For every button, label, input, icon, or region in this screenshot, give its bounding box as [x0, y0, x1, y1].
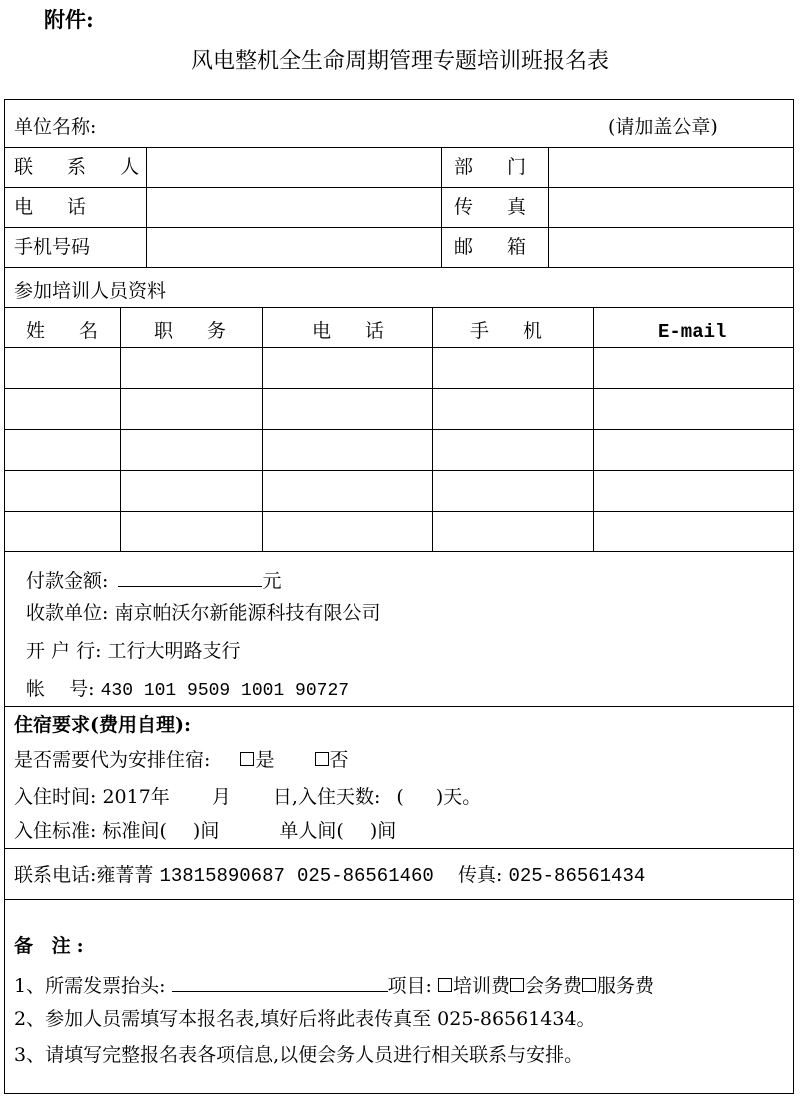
lodging-title: 住宿要求(费用自理): — [14, 714, 191, 736]
payee-label: 收款单位: — [26, 602, 109, 624]
contact-person-label: 联 系 人 — [14, 156, 154, 178]
form-title: 风电整机全生命周期管理专题培训班报名表 — [190, 49, 609, 74]
bank-row — [26, 642, 241, 661]
unit-name-label: 单位名称: — [14, 116, 97, 138]
payment-amount-label: 付款金额: — [26, 570, 109, 592]
seal-note: (请加盖公章) — [608, 116, 718, 138]
standard-room-unit: )间 — [192, 820, 220, 842]
mobile-label: 手机号码 — [14, 236, 91, 258]
lodging-yes-label: 是 — [255, 749, 275, 771]
single-room-unit: )间 — [369, 820, 397, 842]
project-label: 项目: — [387, 975, 432, 997]
participants-section-label: 参加培训人员资料 — [14, 280, 167, 302]
contact-name: 雍菁菁 — [96, 864, 154, 886]
meeting-fee-label: 会务费 — [525, 975, 583, 997]
note-item-3: 3、请填写完整报名表各项信息,以便会务人员进行相关联系与安排。 — [14, 1044, 584, 1066]
contact-person-field[interactable] — [148, 149, 440, 186]
col-title: 职 务 — [154, 320, 241, 342]
payee-value: 南京帕沃尔新能源科技有限公司 — [114, 602, 381, 624]
table-row[interactable] — [6, 390, 792, 428]
phone-label: 电 话 — [14, 196, 101, 218]
checkin-row — [14, 788, 481, 807]
checkin-label: 入住时间: — [14, 786, 97, 808]
checkin-day-days: 日,入住天数: — [272, 786, 381, 808]
lodging-question-row — [14, 751, 349, 770]
col-email: E-mail — [658, 321, 727, 343]
divider — [441, 147, 442, 267]
divider — [4, 429, 794, 430]
table-row[interactable] — [6, 513, 792, 550]
checkin-year: 2017年 — [102, 786, 170, 808]
note-item-1 — [14, 973, 654, 996]
room-standard-label: 入住标准: — [14, 820, 97, 842]
contact-fax-label: 传真: — [457, 864, 503, 886]
notes-title: 备 注: — [14, 935, 90, 957]
email-field[interactable] — [550, 229, 792, 266]
divider — [4, 187, 794, 188]
phone-field[interactable] — [148, 189, 440, 226]
days-close: )天。 — [435, 786, 482, 808]
department-label: 部 门 — [454, 156, 541, 178]
divider — [548, 147, 549, 267]
checkin-month: 月 — [211, 786, 231, 808]
account-label: 帐 号: — [26, 678, 95, 700]
unit-name-field[interactable] — [130, 112, 590, 142]
lodging-no-checkbox[interactable] — [315, 752, 329, 766]
bank-value: 工行大明路支行 — [107, 640, 241, 662]
mobile-field[interactable] — [148, 229, 440, 266]
lodging-no-label: 否 — [329, 749, 349, 771]
account-value: 430 101 9509 1001 90727 — [100, 681, 350, 701]
divider — [4, 267, 794, 268]
room-standard-row — [14, 822, 396, 841]
standard-room-label: 标准间( — [102, 820, 167, 842]
payment-amount-row — [26, 568, 281, 591]
divider — [4, 551, 794, 552]
invoice-title-field[interactable] — [172, 973, 388, 992]
lodging-yes-checkbox[interactable] — [240, 752, 254, 766]
payee-row — [26, 604, 380, 623]
note-item-2: 2、参加人员需填写本报名表,填好后将此表传真至 025-86561434。 — [14, 1008, 596, 1030]
col-phone: 电 话 — [312, 320, 399, 342]
contact-mobile: 13815890687 — [159, 865, 285, 887]
divider — [4, 147, 794, 148]
email-label: 邮 箱 — [454, 236, 541, 258]
invoice-title-label: 1、所需发票抬头: — [14, 975, 166, 997]
meeting-fee-checkbox[interactable] — [510, 978, 524, 992]
department-field[interactable] — [550, 149, 792, 186]
table-row[interactable] — [6, 431, 792, 469]
fax-field[interactable] — [550, 189, 792, 226]
payment-unit: 元 — [262, 570, 282, 592]
account-row — [26, 680, 349, 700]
divider — [4, 470, 794, 471]
training-fee-checkbox[interactable] — [438, 978, 452, 992]
contact-phone: 025-86561460 — [296, 865, 434, 887]
days-open-paren: ( — [396, 786, 404, 808]
col-mobile: 手 机 — [470, 320, 557, 342]
service-fee-checkbox[interactable] — [582, 978, 596, 992]
lodging-question: 是否需要代为安排住宿: — [14, 749, 211, 771]
attachment-label: 附件: — [44, 7, 94, 32]
contact-info-row — [14, 866, 645, 886]
table-row[interactable] — [6, 472, 792, 510]
divider — [4, 511, 794, 512]
col-name: 姓 名 — [26, 320, 113, 342]
single-room-label: 单人间( — [279, 820, 344, 842]
training-fee-label: 培训费 — [453, 975, 511, 997]
divider — [4, 347, 794, 348]
divider — [4, 899, 794, 900]
fax-label: 传 真 — [454, 196, 541, 218]
service-fee-label: 服务费 — [597, 975, 655, 997]
payment-amount-field[interactable] — [118, 568, 262, 587]
bank-label: 开 户 行: — [26, 640, 102, 662]
divider — [4, 307, 794, 308]
divider — [4, 848, 794, 849]
table-row[interactable] — [6, 349, 792, 387]
divider — [4, 706, 794, 707]
divider — [4, 227, 794, 228]
contact-fax: 025-86561434 — [508, 865, 646, 887]
divider — [4, 388, 794, 389]
contact-info-label: 联系电话: — [14, 864, 97, 886]
